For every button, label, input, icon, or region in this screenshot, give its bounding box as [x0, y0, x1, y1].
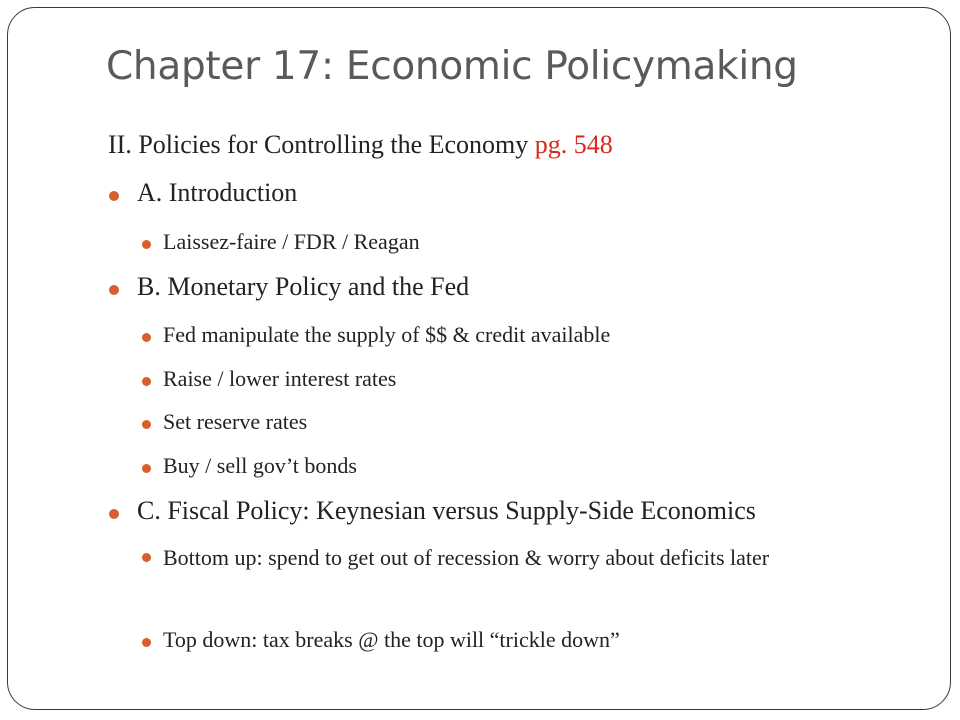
sub-item-text: Top down: tax breaks @ the top will “trickle down”: [163, 627, 620, 652]
bullet-icon: [109, 191, 119, 201]
sub-item-bottom-up: [163, 542, 903, 574]
list-item-introduction: [137, 178, 297, 208]
bullet-icon: [142, 420, 151, 429]
sub-item-reserve-rates: [163, 409, 307, 435]
bullet-icon: [142, 638, 151, 647]
bullet-icon: [142, 240, 151, 249]
list-item-monetary-policy: [137, 272, 469, 302]
sub-item-text: Raise / lower interest rates: [163, 366, 397, 391]
slide-title: Chapter 17: Economic Policymaking: [106, 44, 798, 89]
sub-item-interest-rates: [163, 366, 396, 392]
sub-item-text: Set reserve rates: [163, 409, 308, 434]
sub-item-top-down: [163, 627, 620, 653]
bullet-icon: [109, 285, 119, 295]
sub-item-text: Buy / sell gov’t bonds: [163, 453, 357, 478]
section-heading-text: II. Policies for Controlling the Economy: [108, 130, 535, 159]
page-reference: pg. 548: [534, 130, 613, 159]
list-item-fiscal-policy: [137, 496, 756, 526]
bullet-icon: [142, 553, 151, 562]
bullet-icon: [109, 509, 119, 519]
bullet-icon: [142, 377, 151, 386]
list-item-text: B. Monetary Policy and the Fed: [137, 272, 470, 301]
sub-item-fed-supply: [163, 322, 610, 348]
sub-item-text: Laissez-faire / FDR / Reagan: [163, 229, 420, 254]
section-heading: [108, 130, 613, 160]
list-item-text: C. Fiscal Policy: Keynesian versus Supply-Side Economics: [137, 496, 756, 525]
bullet-icon: [142, 333, 151, 342]
sub-item-text: Bottom up: spend to get out of recession & worry about deficits later: [163, 545, 770, 570]
sub-item-text: Fed manipulate the supply of $$ & credit available: [163, 322, 611, 347]
sub-item-laissez-faire: [163, 229, 420, 255]
slide-frame: [7, 7, 951, 710]
list-item-text: A. Introduction: [137, 178, 298, 207]
bullet-icon: [142, 464, 151, 473]
sub-item-govt-bonds: [163, 453, 357, 479]
